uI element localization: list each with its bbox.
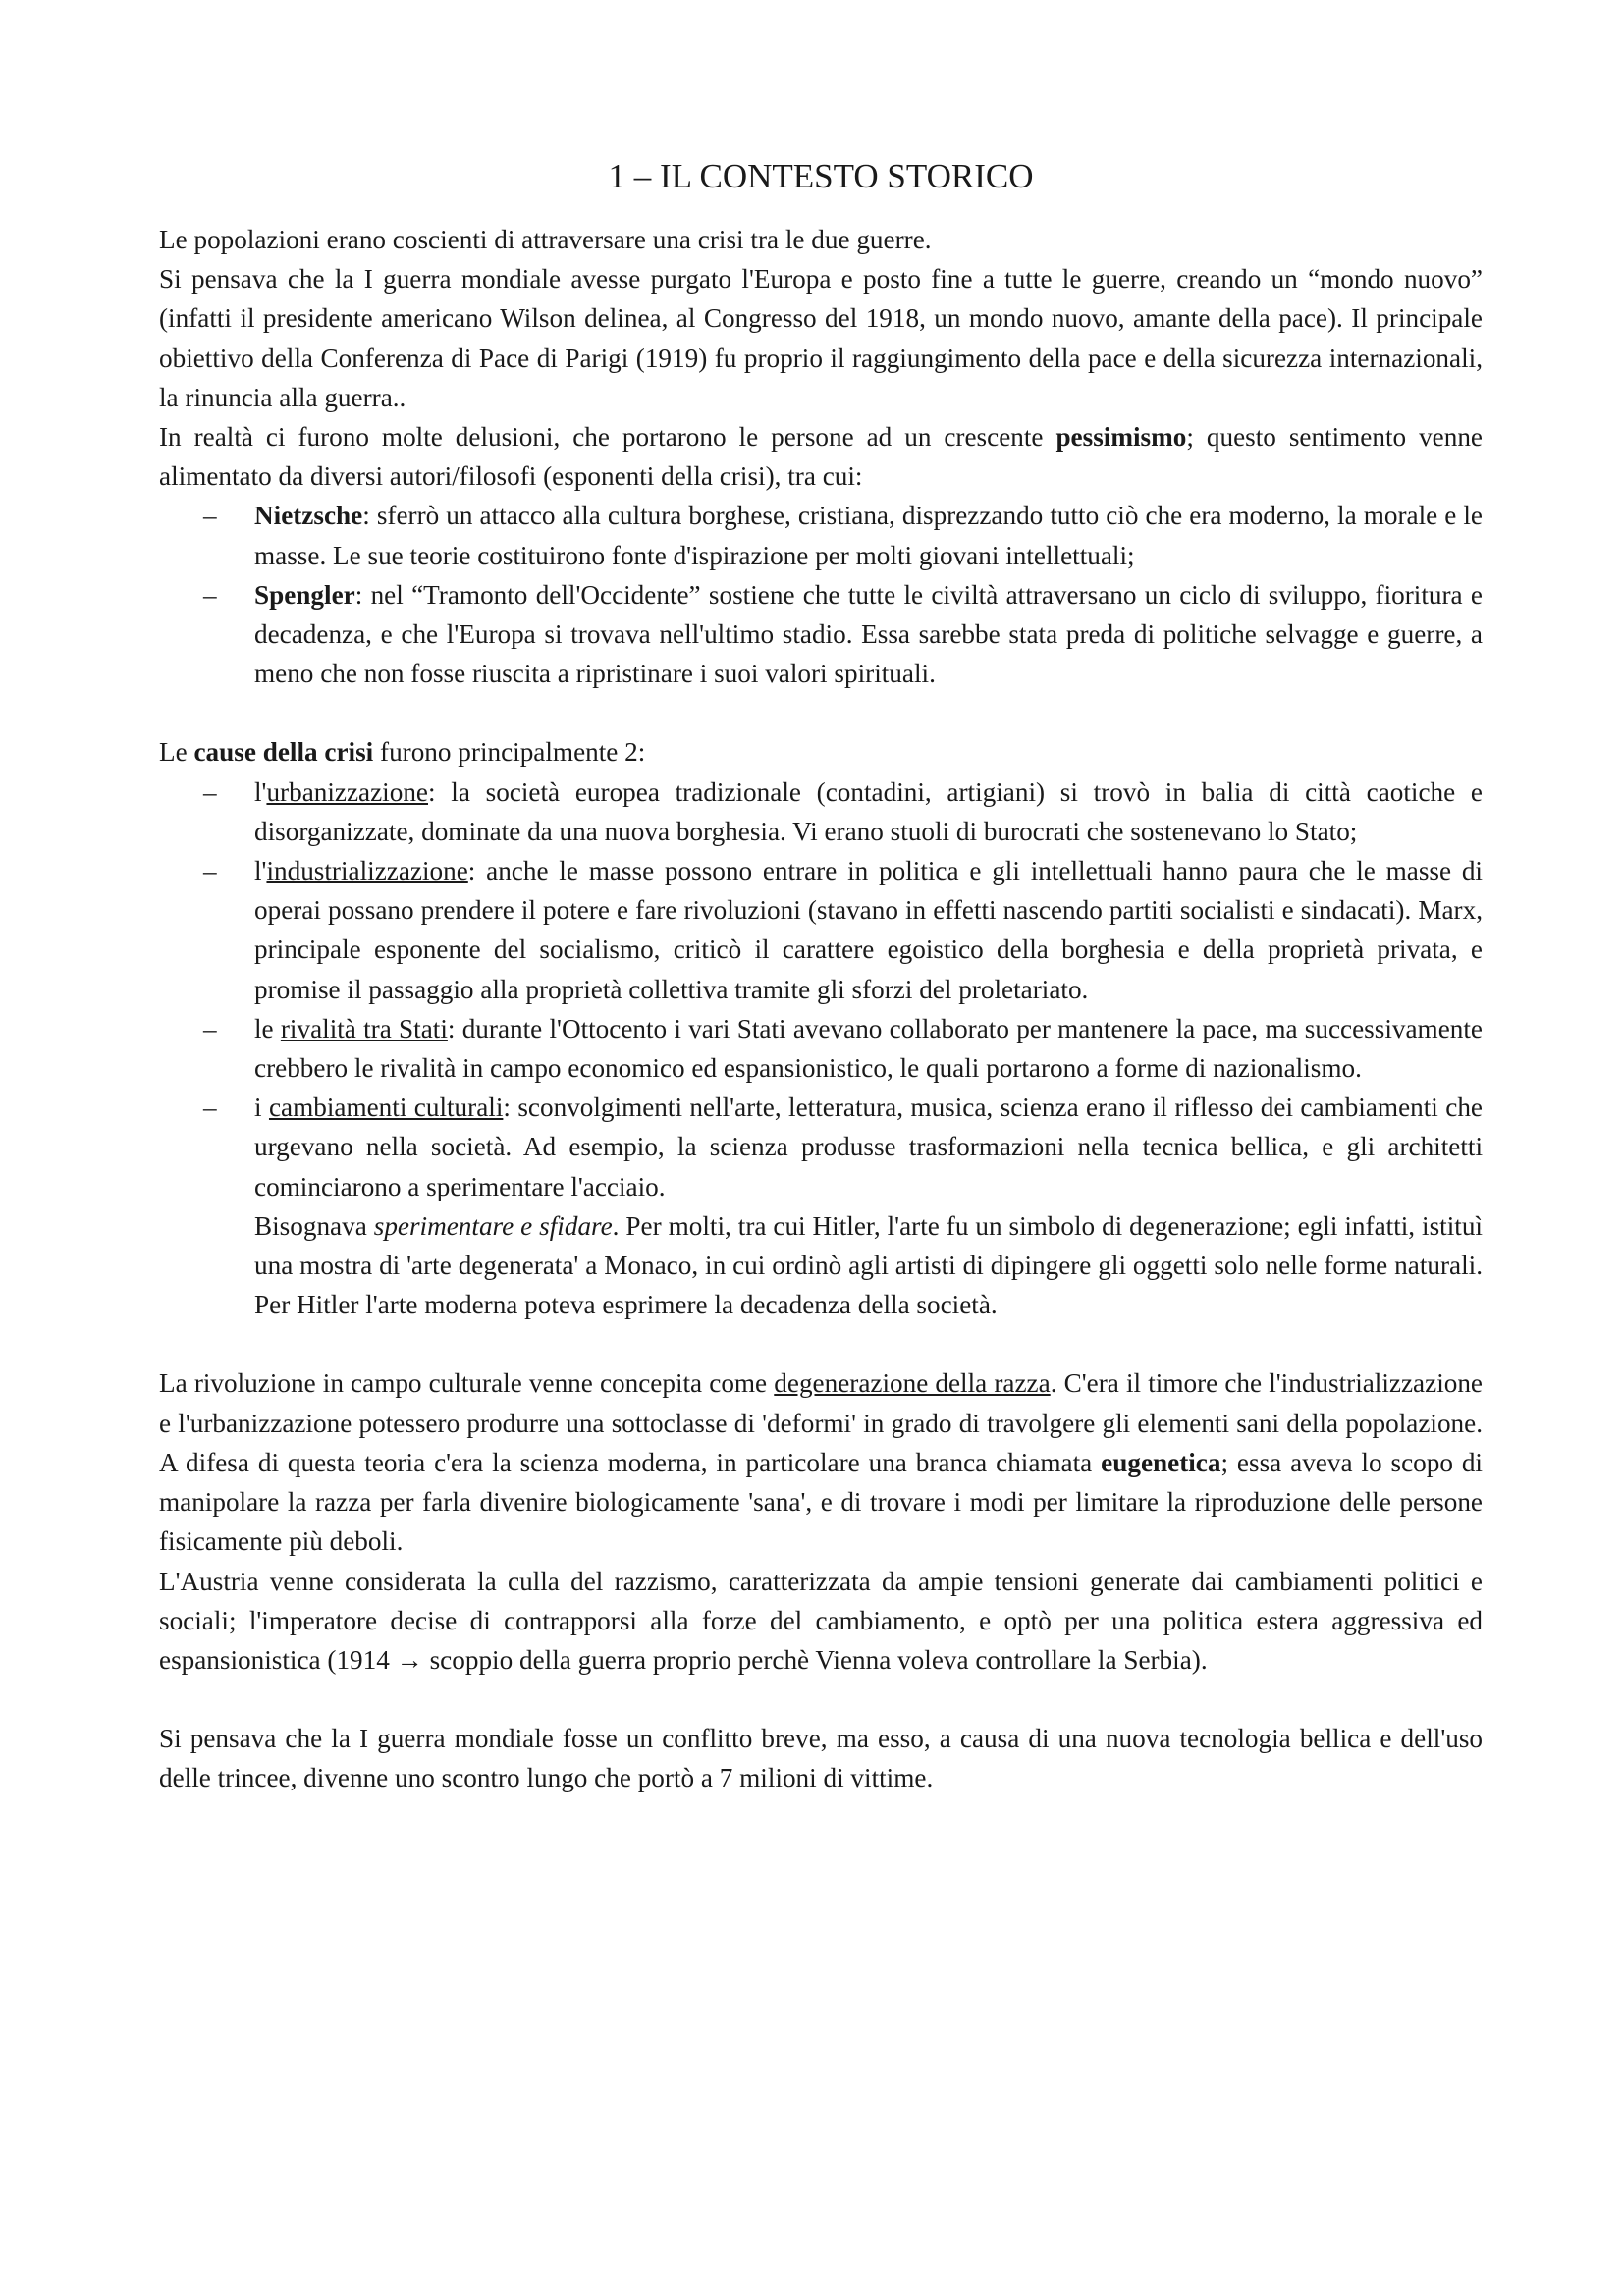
cause-term: cambiamenti culturali: [268, 1093, 504, 1123]
cause-term: rivalità tra Stati: [280, 1013, 448, 1043]
paragraph-gap: [159, 1324, 1483, 1363]
list-item-cultural-changes: – i cambiamenti culturali: sconvolgimenti nell'arte, letteratura, musica, scienza erano il riflesso dei cambiamenti che urgevano nella società. Ad esempio, la scienza produsse trasformazioni nella tecnica bellica, e gli architetti cominciarono a sperimentare l'acciaio.: [254, 1088, 1483, 1206]
list-item-spengler: – Spengler: nel “Tramonto dell'Occidente” sostiene che tutte le civiltà attraversano un ciclo di sviluppo, fioritura e decadenza, e che l'Europa si trovava nell'ultimo stadio. Essa sarebbe stata preda di politiche selvagge e guerre, a meno che non fosse riuscita a ripristinare i suoi valori spirituali.: [254, 575, 1483, 694]
race-degeneration-term: degenerazione della razza: [774, 1368, 1051, 1399]
first-war-paragraph: Si pensava che la I guerra mondiale avesse purgato l'Europa e posto fine a tutte le guerre, creando un “mondo nuovo” (infatti il presidente americano Wilson delinea, al Congresso del 1918, un mondo nuovo, amante della pace). Il principale obiettivo della Conferenza di Pace di Parigi (1919) fu proprio il raggiungimento della pace e della sicurezza internazionali, la rinuncia alla guerra..: [159, 264, 1483, 412]
list-item-industrialization: – l'industrializzazione: anche le masse possono entrare in politica e gli intellettuali hanno paura che le masse di operai possano prendere il potere e fare rivoluzioni (stavano in effetti nascendo partiti socialisti e sindacati). Marx, principale esponente del socialismo, criticò il carattere egoistico della borghesia e della proprietà privata, e promise il passaggio alla proprietà collettiva tramite gli sforzi del proletariato.: [254, 851, 1483, 1009]
paragraph-gap: [159, 1680, 1483, 1719]
author-name: Spengler: [254, 579, 355, 610]
eugenics-term: eugenetica: [1101, 1447, 1221, 1477]
austria-paragraph: L'Austria venne considerata la culla del razzismo, caratterizzata da ampie tensioni generate dai cambiamenti politici e sociali; l'imperatore decise di contrapporsi alla forze del cambiamento, e optò per una politica estera aggressiva ed espansionistica (1914 → scoppio della guerra proprio perchè Vienna voleva controllare la Serbia).: [159, 1566, 1483, 1675]
cause-term: urbanizzazione: [266, 776, 428, 807]
causes-list: [159, 773, 1483, 1206]
pessimism-term: pessimismo: [1055, 422, 1187, 453]
causes-intro: Le cause della crisi furono principalmente 2:: [159, 737, 646, 768]
intro-paragraph: Le popolazioni erano coscienti di attraversare una crisi tra le due guerre.: [159, 225, 932, 254]
cause-term: industrializzazione: [266, 856, 468, 886]
page-title: 1 – IL CONTESTO STORICO: [608, 157, 1034, 195]
list-item-state-rivalries: – le rivalità tra Stati: durante l'Ottocento i vari Stati avevano collaborato per mantenere la pace, ma successivamente crebbero le rivalità in campo economico ed espansionistico, le quali portarono a forme di nazionalismo.: [254, 1009, 1483, 1088]
italic-phrase: sperimentare e sfidare: [373, 1210, 613, 1241]
list-item-nietzsche: – Nietzsche: sferrò un attacco alla cultura borghese, cristiana, disprezzando tutto ciò che era moderno, la morale e le masse. Le sue teorie costituirono fonte d'ispirazione per molti giovani intellettuali;: [254, 496, 1483, 574]
causes-term: cause della crisi: [193, 737, 374, 768]
race-degeneration-paragraph: La rivoluzione in campo culturale venne concepita come degenerazione della razza. C'era il timore che l'industrializzazione e l'urbanizzazione potessero produrre una sottoclasse di 'deformi' in grado di travolgere gli elementi sani della popolazione. A difesa di questa teoria c'era la scienza moderna, in particolare una branca chiamata eugenetica; essa aveva lo scopo di manipolare la razza per farla divenire biologicamente 'sana', e di trovare i modi per limitare la riproduzione delle persone fisicamente più deboli.: [159, 1368, 1483, 1557]
author-name: Nietzsche: [254, 501, 363, 531]
war-duration-paragraph: Si pensava che la I guerra mondiale fosse un conflitto breve, ma esso, a causa di una nuova tecnologia bellica e dell'uso delle trincee, divenne uno scontro lungo che portò a 7 milioni di vittime.: [159, 1724, 1483, 1793]
list-item-urbanization: – l'urbanizzazione: la società europea tradizionale (contadini, artigiani) si trovò in balia di città caotiche e disorganizzate, dominate da una nuova borghesia. Vi erano stuoli di burocrati che sostenevano lo Stato;: [254, 773, 1483, 851]
paragraph-gap: [159, 693, 1483, 732]
authors-list: [159, 496, 1483, 693]
document-page: [159, 155, 1483, 1798]
cultural-changes-continuation: Bisognava sperimentare e sfidare. Per molti, tra cui Hitler, l'arte fu un simbolo di degenerazione; egli infatti, istituì una mostra di 'arte degenerata' a Monaco, in cui ordinò agli artisti di dipingere gli oggetti solo nelle forme naturali. Per Hitler l'arte moderna poteva esprimere la decadenza della società.: [254, 1210, 1483, 1320]
pessimism-paragraph: In realtà ci furono molte delusioni, che portarono le persone ad un crescente pessimismo; questo sentimento venne alimentato da diversi autori/filosofi (esponenti della crisi), tra cui:: [159, 422, 1483, 492]
